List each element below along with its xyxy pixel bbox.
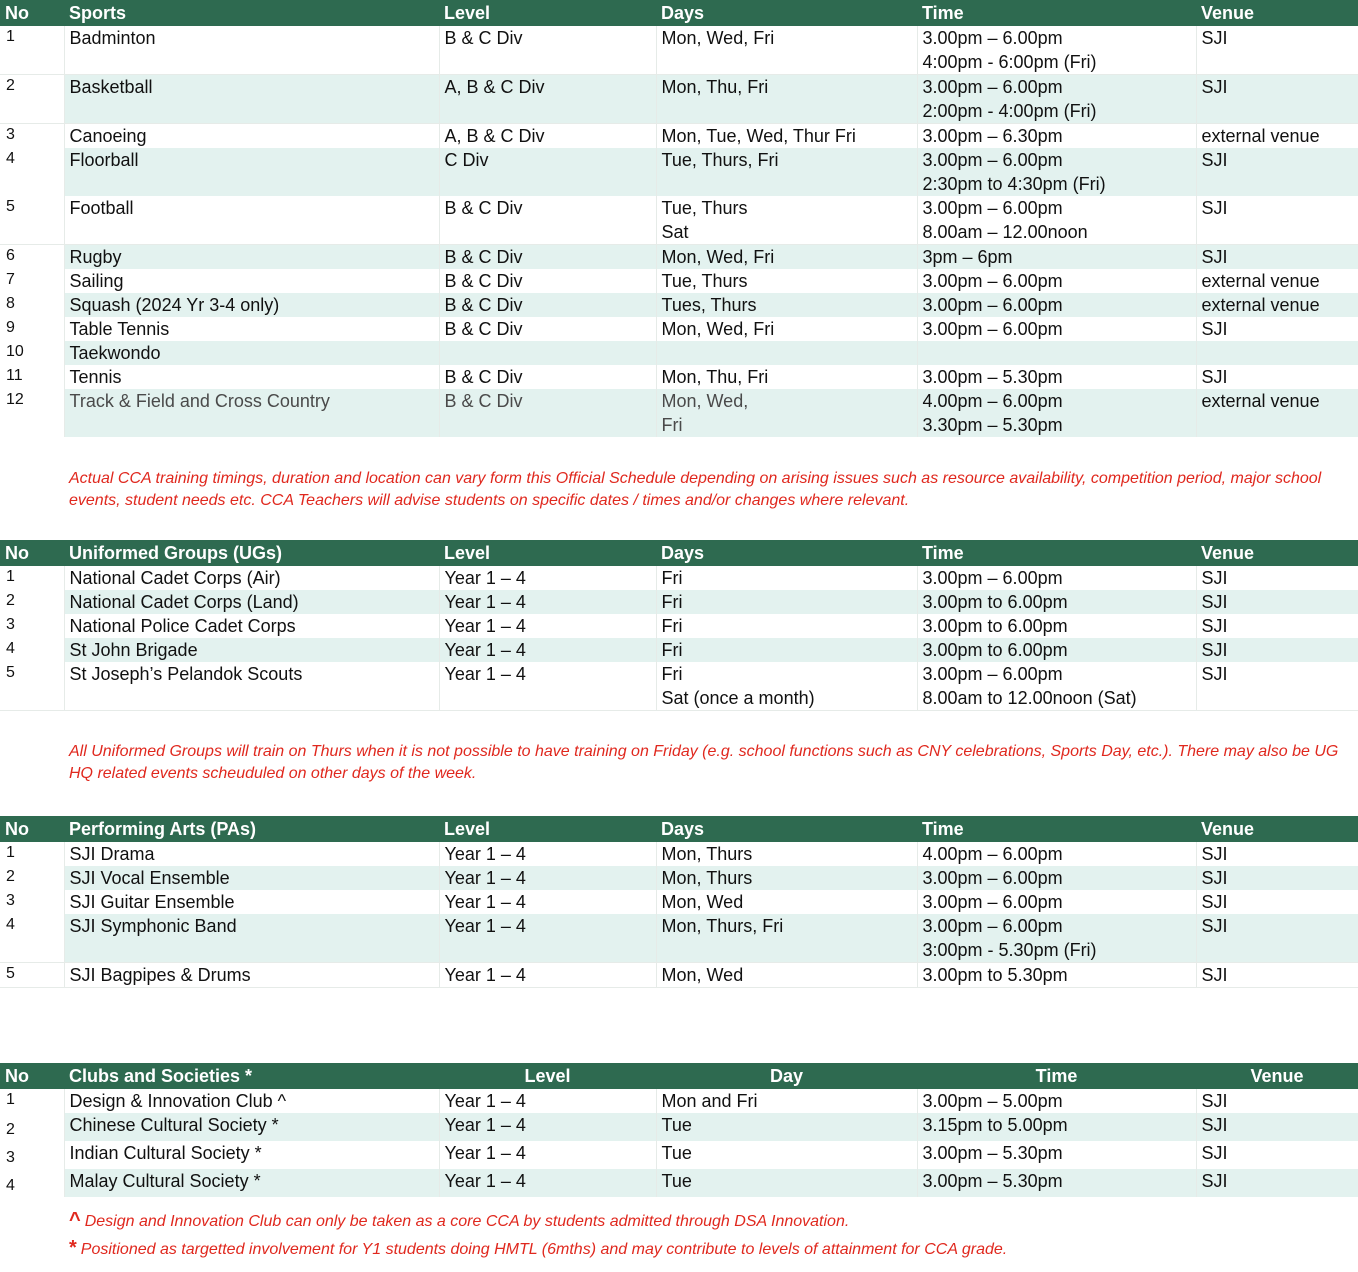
footnote-text: Positioned as targetted involvement for Y1 students doing HMTL (6mths) and may contribute to levels of attainment for CCA grade. [80,1241,1008,1258]
cell-no: 3 [0,124,64,149]
cell-venue: SJI [1196,662,1358,711]
cell-level: Year 1 – 4 [439,914,656,963]
col-no: No [0,0,64,26]
cell-days: Tue [656,1113,917,1141]
cell-venue: external venue [1196,293,1358,317]
cell-days: Mon, Wed [656,890,917,914]
cell-level: B & C Div [439,365,656,389]
cell-days: Mon, Thurs [656,866,917,890]
sports-table [0,0,1358,437]
cell-no: 5 [0,196,64,245]
footnote-caret [69,1209,849,1233]
col-level: Level [439,0,656,26]
cell-time: 3.00pm – 6.00pm [917,890,1196,914]
cell-days: Tue, Thurs [656,269,917,293]
cell-time: 3.00pm to 5.30pm [917,963,1196,988]
clubs-section [0,1063,1358,1259]
pas-section [0,816,1358,988]
cell-time: 4.00pm – 6.00pm 3.30pm – 5.30pm [917,389,1196,437]
cell-time: 3.00pm – 6.00pm 2:00pm - 4:00pm (Fri) [917,75,1196,124]
clubs-header-row [0,1063,1358,1089]
table-row [0,1169,1358,1197]
ugs-header-row [0,540,1358,566]
cell-venue: SJI [1196,638,1358,662]
cell-name: St Joseph’s Pelandok Scouts [64,662,439,711]
cell-name: Malay Cultural Society * [64,1169,439,1197]
cell-level: B & C Div [439,196,656,245]
cell-no: 6 [0,245,64,270]
table-row [0,590,1358,614]
cell-days: Mon, Wed, Fri [656,389,917,437]
cell-days: Mon, Thu, Fri [656,365,917,389]
cell-level: Year 1 – 4 [439,638,656,662]
cell-level: Year 1 – 4 [439,1113,656,1141]
cell-venue: SJI [1196,566,1358,590]
col-ugs: Uniformed Groups (UGs) [64,540,439,566]
cell-venue: SJI [1196,1089,1358,1113]
cell-venue: SJI [1196,590,1358,614]
col-venue: Venue [1196,816,1358,842]
cell-name: Rugby [64,245,439,270]
cell-days: Tue, Thurs, Fri [656,148,917,196]
cell-name: Design & Innovation Club ^ [64,1089,439,1113]
table-row [0,1089,1358,1113]
cell-name: National Police Cadet Corps [64,614,439,638]
col-venue: Venue [1196,540,1358,566]
cell-level [439,341,656,365]
cell-no: 7 [0,269,64,293]
cell-no: 3 [0,614,64,638]
cell-no: 8 [0,293,64,317]
cell-time: 3.00pm to 6.00pm [917,638,1196,662]
cell-name: Sailing [64,269,439,293]
cell-no: 1 [0,842,64,866]
col-time: Time [917,0,1196,26]
table-row [0,614,1358,638]
cell-level: Year 1 – 4 [439,963,656,988]
cell-venue: SJI [1196,866,1358,890]
cell-level: A, B & C Div [439,124,656,149]
cell-days [656,341,917,365]
cell-days: Tues, Thurs [656,293,917,317]
cell-days: Fri [656,614,917,638]
cell-no: 2 [0,866,64,890]
cell-level: Year 1 – 4 [439,662,656,711]
cell-level: B & C Div [439,293,656,317]
table-row [0,124,1358,149]
table-row [0,148,1358,196]
cell-time: 3.00pm – 6.00pm [917,269,1196,293]
table-row [0,842,1358,866]
cell-days: Fri [656,638,917,662]
cell-no: 4 [0,1169,64,1197]
cell-level: Year 1 – 4 [439,614,656,638]
cell-time: 3.00pm – 6.00pm [917,317,1196,341]
cell-level: Year 1 – 4 [439,1141,656,1169]
cell-time: 3.00pm – 6.00pm 8.00am – 12.00noon [917,196,1196,245]
cell-time: 3.00pm – 6.00pm [917,866,1196,890]
cell-no: 1 [0,1089,64,1113]
col-sports: Sports [64,0,439,26]
cell-level: B & C Div [439,26,656,75]
cell-no: 9 [0,317,64,341]
cell-no: 1 [0,26,64,75]
sports-section [0,0,1358,509]
cell-days: Mon, Wed, Fri [656,245,917,270]
cell-no: 4 [0,914,64,963]
cell-time: 3.00pm – 5.30pm [917,365,1196,389]
table-row [0,269,1358,293]
cell-time: 3.00pm – 6.30pm [917,124,1196,149]
cell-no: 5 [0,963,64,988]
cell-name: SJI Vocal Ensemble [64,866,439,890]
col-time: Time [917,1063,1196,1089]
col-no: No [0,540,64,566]
cell-venue: SJI [1196,614,1358,638]
col-days: Days [656,0,917,26]
cell-days: Mon, Wed [656,963,917,988]
cell-days: Mon, Tue, Wed, Thur Fri [656,124,917,149]
col-days: Days [656,816,917,842]
cell-venue: SJI [1196,365,1358,389]
col-no: No [0,816,64,842]
cell-venue: SJI [1196,196,1358,245]
cell-time: 3.00pm – 6.00pm 8.00am to 12.00noon (Sat) [917,662,1196,711]
cell-venue: SJI [1196,317,1358,341]
cell-name: Badminton [64,26,439,75]
col-days: Days [656,540,917,566]
cell-venue: SJI [1196,963,1358,988]
cell-time: 3.00pm – 6.00pm [917,566,1196,590]
cell-name: National Cadet Corps (Air) [64,566,439,590]
col-no: No [0,1063,64,1089]
cell-level: A, B & C Div [439,75,656,124]
cell-level: Year 1 – 4 [439,866,656,890]
cell-name: Floorball [64,148,439,196]
footnote-text: Design and Innovation Club can only be taken as a core CCA by students admitted through DSA Innovation. [84,1213,850,1230]
cell-venue [1196,341,1358,365]
col-level: Level [439,540,656,566]
cell-no: 12 [0,389,64,437]
col-day: Day [656,1063,917,1089]
table-row [0,1113,1358,1141]
cell-name: Tennis [64,365,439,389]
cell-days: Tue [656,1141,917,1169]
footnote-asterisk [69,1237,1007,1261]
cell-no: 4 [0,148,64,196]
cell-level: B & C Div [439,269,656,293]
table-row [0,317,1358,341]
table-row [0,914,1358,963]
cell-venue: external venue [1196,389,1358,437]
table-row [0,1141,1358,1169]
cell-name: Chinese Cultural Society * [64,1113,439,1141]
table-row [0,389,1358,437]
cell-level: C Div [439,148,656,196]
cell-time: 3.00pm – 5.00pm [917,1089,1196,1113]
table-row [0,365,1358,389]
cell-venue: SJI [1196,1141,1358,1169]
cell-level: Year 1 – 4 [439,566,656,590]
cell-level: Year 1 – 4 [439,1089,656,1113]
cell-days: Mon and Fri [656,1089,917,1113]
col-time: Time [917,816,1196,842]
table-row [0,26,1358,75]
col-clubs: Clubs and Societies * [64,1063,439,1089]
cell-no: 10 [0,341,64,365]
cell-days: Fri Sat (once a month) [656,662,917,711]
cell-days: Tue [656,1169,917,1197]
col-pas: Performing Arts (PAs) [64,816,439,842]
cell-venue: SJI [1196,148,1358,196]
cell-name: Basketball [64,75,439,124]
table-row [0,293,1358,317]
cell-no: 4 [0,638,64,662]
cell-name: Track & Field and Cross Country [64,389,439,437]
col-venue: Venue [1196,1063,1358,1089]
table-row [0,662,1358,711]
cell-no: 2 [0,590,64,614]
cell-venue: SJI [1196,1113,1358,1141]
ugs-note: All Uniformed Groups will train on Thurs when it is not possible to have training on Friday (e.g. school functions such as CNY celebrations, Sports Day, etc.). There may also be UG HQ related events scheuduled on other days of the week. [69,743,1339,782]
cell-no: 1 [0,566,64,590]
cell-days: Fri [656,590,917,614]
cell-days: Mon, Thu, Fri [656,75,917,124]
cell-days: Fri [656,566,917,590]
cell-name: SJI Bagpipes & Drums [64,963,439,988]
pas-header-row [0,816,1358,842]
cell-days: Tue, Thurs Sat [656,196,917,245]
cell-level: Year 1 – 4 [439,842,656,866]
footnote-mark: ^ [69,1209,81,1231]
table-row [0,566,1358,590]
cell-time: 3.00pm – 6.00pm 2:30pm to 4:30pm (Fri) [917,148,1196,196]
cell-time: 3.00pm – 6.00pm 3:00pm - 5.30pm (Fri) [917,914,1196,963]
cell-days: Mon, Thurs, Fri [656,914,917,963]
cell-venue: external venue [1196,269,1358,293]
cell-venue: SJI [1196,842,1358,866]
cell-time: 3.00pm – 6.00pm [917,293,1196,317]
cell-time: 3.15pm to 5.00pm [917,1113,1196,1141]
table-row [0,341,1358,365]
table-row [0,196,1358,245]
cell-time: 3.00pm – 5.30pm [917,1169,1196,1197]
cell-name: Taekwondo [64,341,439,365]
cell-level: Year 1 – 4 [439,890,656,914]
cell-no: 3 [0,890,64,914]
cell-venue: SJI [1196,1169,1358,1197]
cell-level: B & C Div [439,245,656,270]
ugs-section [0,540,1358,782]
cell-venue: SJI [1196,26,1358,75]
cell-no: 3 [0,1141,64,1169]
col-level: Level [439,1063,656,1089]
cell-time: 3.00pm – 6.00pm 4:00pm - 6:00pm (Fri) [917,26,1196,75]
cell-time: 3.00pm to 6.00pm [917,590,1196,614]
cell-venue: SJI [1196,914,1358,963]
sports-note: Actual CCA training timings, duration and location can vary form this Official Schedule depending on arising issues such as resource availability, competition period, major school events, student needs etc. CCA Teachers will advise students on specific dates / times and/or changes where relevant. [69,470,1322,509]
cell-venue: SJI [1196,245,1358,270]
cell-name: Indian Cultural Society * [64,1141,439,1169]
cell-name: SJI Symphonic Band [64,914,439,963]
cell-days: Mon, Thurs [656,842,917,866]
footnote-mark: * [69,1237,77,1259]
cell-time [917,341,1196,365]
cell-level: B & C Div [439,317,656,341]
col-level: Level [439,816,656,842]
cell-time: 3pm – 6pm [917,245,1196,270]
cell-no: 2 [0,1113,64,1141]
cell-venue: external venue [1196,124,1358,149]
cell-level: Year 1 – 4 [439,1169,656,1197]
cell-name: Football [64,196,439,245]
clubs-table [0,1063,1358,1197]
cell-time: 3.00pm – 5.30pm [917,1141,1196,1169]
cell-name: Canoeing [64,124,439,149]
cell-name: Squash (2024 Yr 3-4 only) [64,293,439,317]
table-row [0,866,1358,890]
cell-name: St John Brigade [64,638,439,662]
cell-name: SJI Drama [64,842,439,866]
cell-name: National Cadet Corps (Land) [64,590,439,614]
sports-header-row [0,0,1358,26]
col-venue: Venue [1196,0,1358,26]
pas-table [0,816,1358,988]
col-time: Time [917,540,1196,566]
table-row [0,75,1358,124]
ugs-table [0,540,1358,711]
cell-level: B & C Div [439,389,656,437]
table-row [0,963,1358,988]
cell-name: Table Tennis [64,317,439,341]
cell-venue: SJI [1196,890,1358,914]
table-row [0,638,1358,662]
cell-name: SJI Guitar Ensemble [64,890,439,914]
cell-no: 2 [0,75,64,124]
cell-days: Mon, Wed, Fri [656,317,917,341]
cell-no: 11 [0,365,64,389]
cell-time: 4.00pm – 6.00pm [917,842,1196,866]
cell-days: Mon, Wed, Fri [656,26,917,75]
cell-time: 3.00pm to 6.00pm [917,614,1196,638]
cell-venue: SJI [1196,75,1358,124]
table-row [0,890,1358,914]
cell-no: 5 [0,662,64,711]
cell-level: Year 1 – 4 [439,590,656,614]
table-row [0,245,1358,270]
